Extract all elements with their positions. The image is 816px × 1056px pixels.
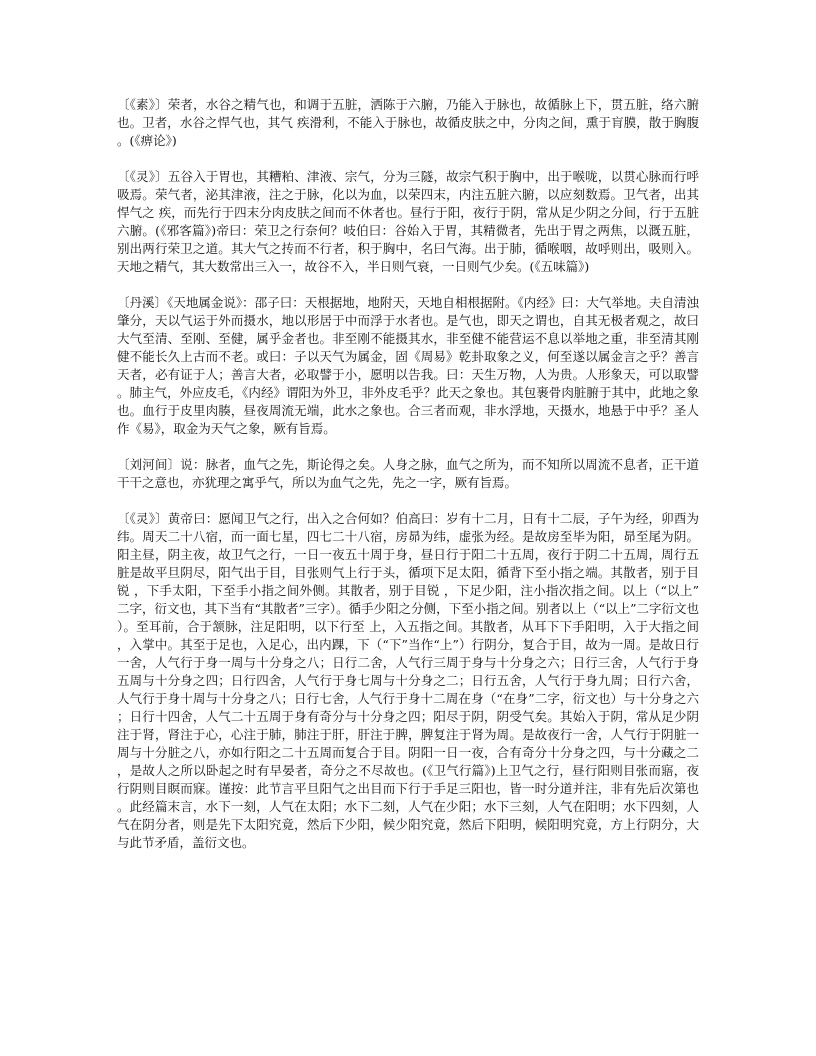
paragraph-dan-xi-tian-di: 〔丹溪〕《天地属金说》：邵子曰：天根据地，地附天，天地自相根据附。《内经》曰：大气举地。夫自清浊肇分，天以气运于外而摄水，地以形居于中而浮于水者也。是气也，即天之谓也，自其无极者观之，故曰大气至清、至刚、至健，属乎金者也。非至刚不能摄其水，非至健不能营运不息以举地之重，非至清其刚健不能长久上古而不老。或曰：子以天气为属金，固《周易》乾卦取象之义，何至遂以属金言之乎？善言天者，必有证于人；善言大者，必取譬于小，愿明以告我。曰：天生万物，人为贵。人形象天，可以取譬。肺主气，外应皮毛，《内经》谓阳为外卫，非外皮毛乎？此天之象也。其包裹骨肉脏腑于其中，此地之象也。血行于皮里肉腠，昼夜周流无端，此水之象也。合三者而观，非水浮地，天摄水，地悬于中乎？圣人作《易》，取金为天气之象，厥有旨焉。 — [117, 295, 699, 436]
paragraph-ling-shu-wu-gu: 〔《灵》〕五谷入于胃也，其糟粕、津液、宗气，分为三隧，故宗气积于胸中，出于喉咙，以贯心脉而行呼吸焉。荣气者，泌其津液，注之于脉，化以为血，以荣四末，内注五脏六腑，以应刻数焉。卫气者，出其悍气之 疾，而先行于四末分肉皮肤之间而不休者也。昼行于阳，夜行于阴，常从足少阴之分间，行于五脏六腑。(《邪客篇》)帝曰：荣卫之行奈何？岐伯曰：谷始入于胃，其精微者，先出于胃之两焦，以溉五脏，别出两行荣卫之道。其大气之抟而不行者，积于胸中，名曰气海。出于肺，循喉咽，故呼则出，吸则入。天地之精气，其大数常出三入一，故谷不入，半日则气衰，一日则气少矣。(《五味篇》) — [117, 169, 699, 274]
paragraph-ling-shu-wei-qi: 〔《灵》〕黄帝曰：愿闻卫气之行，出入之合何如？伯高曰：岁有十二月，日有十二辰，子午为经，卯酉为纬。周天二十八宿，而一面七星，四七二十八宿，房昴为纬，虚张为经。是故房至毕为阳，昴至尾为阴。阳主昼，阴主夜，故卫气之行，一日一夜五十周于身，昼日行于阳二十五周，夜行于阴二十五周，周行五脏是故平旦阴尽，阳气出于目，目张则气上行于头，循项下足太阳，循背下至小指之端。其散者，别于目锐 ，下手太阳，下至手小指之间外侧。其散者，别于目锐 ，下足少阳，注小指次指之间。以上（“以上”二字，衍文也，其下当有“其散者”三字）。循手少阳之分侧，下至小指之间。别者以上（“以上”二字衍文也）。至耳前，合于颔脉，注足阳明，以下行至 上，入五指之间。其散者，从耳下下手阳明，入于大指之间，入掌中。其至于足也，入足心，出内踝，下（“下”当作“上”）行阴分，复合于目，故为一周。是故日行一舍，人气行于身一周与十分身之八；日行二舍，人气行三周于身与十分身之六；日行三舍，人气行于身五周与十分身之四；日行四舍，人气行于身七周与十分身之二；日行五舍，人气行于身九周；日行六舍，人气行于身十周与十分身之八；日行七舍，人气行于身十二周在身（“在身”二字，衍文也）与十分身之六；日行十四舍，人气二十五周于身有奇分与十分身之四；阳尽于阴，阴受气矣。其始入于阴，常从足少阴注于肾，肾注于心，心注于肺，肺注于肝，肝注于脾，脾复注于肾为周。是故夜行一舍，人气行于阴脏一周与十分脏之八，亦如行阳之二十五周而复合于目。阴阳一日一夜，合有奇分十分身之四，与十分藏之二，是故人之所以卧起之时有早晏者，奇分之不尽故也。(《卫气行篇》)上卫气之行，昼行阳则目张而寤，夜行阴则目瞑而寐。谨按：此节言平旦阳气之出目而下行于手足三阳也，皆一时分道并注，非有先后次第也。此经篇末言，水下一刻，人气在太阳；水下二刻，人气在少阳；水下三刻，人气在阳明；水下四刻，人气在阴分者，则是先下太阳究竟，然后下少阳，候少阳究竟，然后下阳明，候阳明究竟，方上行阴分，大与此节矛盾，盖衍文也。 — [117, 511, 699, 850]
paragraph-liu-he-jian: 〔刘河间〕说：脉者，血气之先，斯论得之矣。人身之脉，血气之所为，而不知所以周流不息者，正干道干干之意也，亦犹理之寓乎气，所以为血气之先，先之一字，厥有旨焉。 — [117, 457, 699, 490]
paragraph-su-wen-rong-wei: 〔《素》〕荣者，水谷之精气也，和调于五脏，洒陈于六腑，乃能入于脉也，故循脉上下，贯五脏，络六腑也。卫者，水谷之悍气也，其气 疾滑利，不能入于脉也，故循皮肤之中，分肉之间，熏于肓膜，散于胸腹。(《痹论》) — [117, 97, 699, 148]
document-body — [117, 96, 699, 870]
